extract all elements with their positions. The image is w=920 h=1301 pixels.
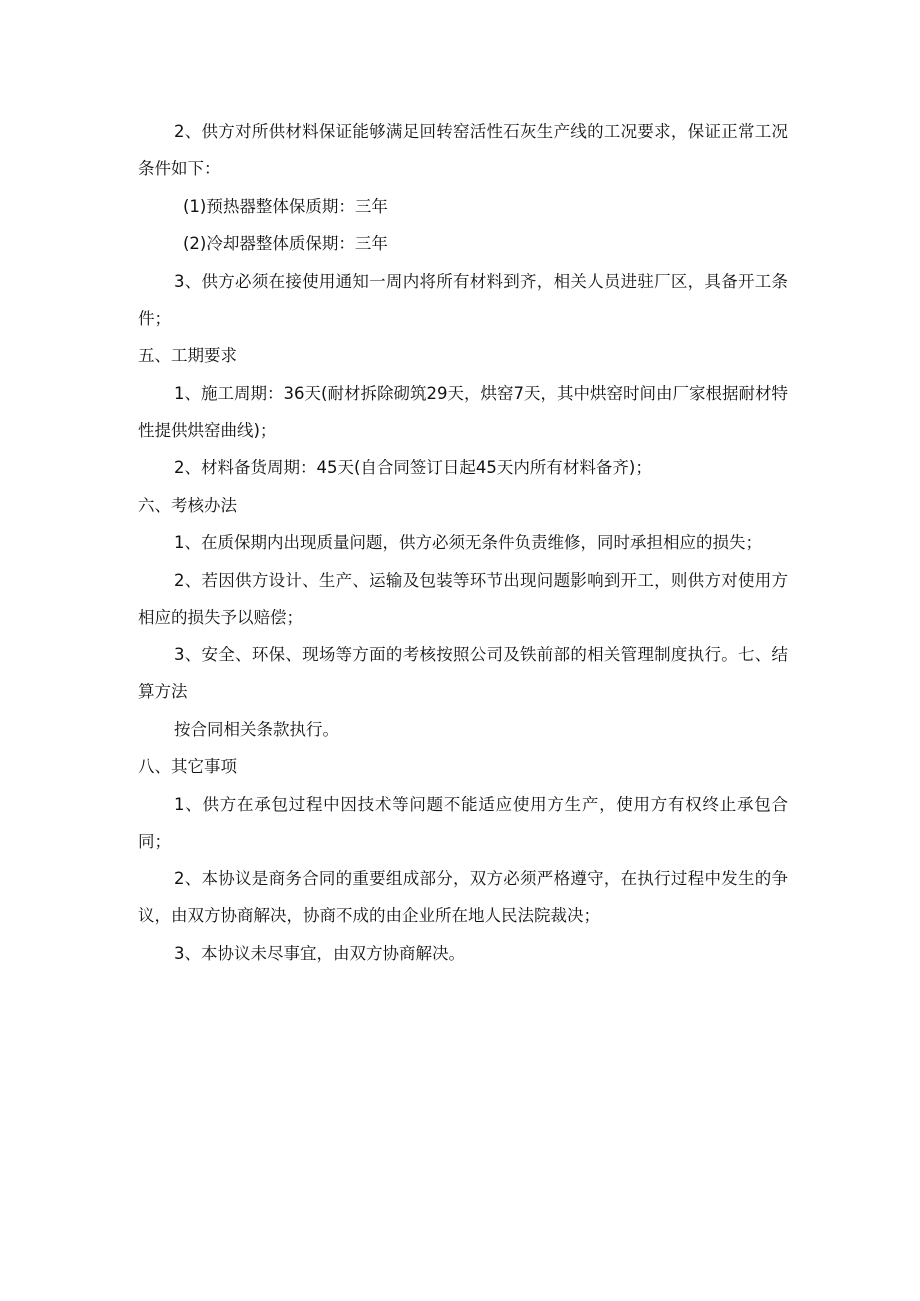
paragraph-compensation: 2、若因供方设计、生产、运输及包装等环节出现问题影响到开工，则供方对使用方相应的损失予以赔偿； bbox=[138, 570, 788, 627]
document-body bbox=[138, 113, 788, 972]
paragraph-construction-period: 1、施工周期：36天(耐材拆除砌筑29天，烘窑7天，其中烘窑时间由厂家根据耐材特性提供烘窑曲线)； bbox=[138, 383, 788, 440]
paragraph-supply-conditions: 2、供方对所供材料保证能够满足回转窑活性石灰生产线的工况要求，保证正常工况条件如下： bbox=[138, 122, 788, 178]
paragraph-safety-assessment: 3、安全、环保、现场等方面的考核按照公司及铁前部的相关管理制度执行。七、结算方法 bbox=[138, 645, 788, 701]
paragraph-disputes: 2、本协议是商务合同的重要组成部分，双方必须严格遵守，在执行过程中发生的争议，由双方协商解决，协商不成的由企业所在地人民法院裁决； bbox=[138, 869, 788, 925]
paragraph-quality-issues: 1、在质保期内出现质量问题，供方必须无条件负责维修，同时承担相应的损失； bbox=[174, 533, 762, 552]
section-heading-assessment: 六、考核办法 bbox=[138, 495, 237, 515]
paragraph-settlement: 按合同相关条款执行。 bbox=[174, 719, 339, 739]
paragraph-materials-arrival: 3、供方必须在接使用通知一周内将所有材料到齐，相关人员进驻厂区，具备开工条件； bbox=[138, 271, 788, 328]
paragraph-unresolved-matters: 3、本协议未尽事宜，由双方协商解决。 bbox=[174, 943, 465, 963]
section-heading-other: 八、其它事项 bbox=[138, 757, 237, 776]
paragraph-preheater-warranty: (1)预热器整体保质期：三年 bbox=[183, 196, 388, 216]
paragraph-cooler-warranty: (2)冷却器整体质保期：三年 bbox=[183, 234, 388, 253]
paragraph-stocking-period: 2、材料备货周期：45天(自合同签订日起45天内所有材料备齐)； bbox=[174, 458, 652, 477]
paragraph-termination: 1、供方在承包过程中因技术等问题不能适应使用方生产，使用方有权终止承包合同； bbox=[138, 794, 788, 851]
section-heading-schedule: 五、工期要求 bbox=[138, 346, 237, 365]
